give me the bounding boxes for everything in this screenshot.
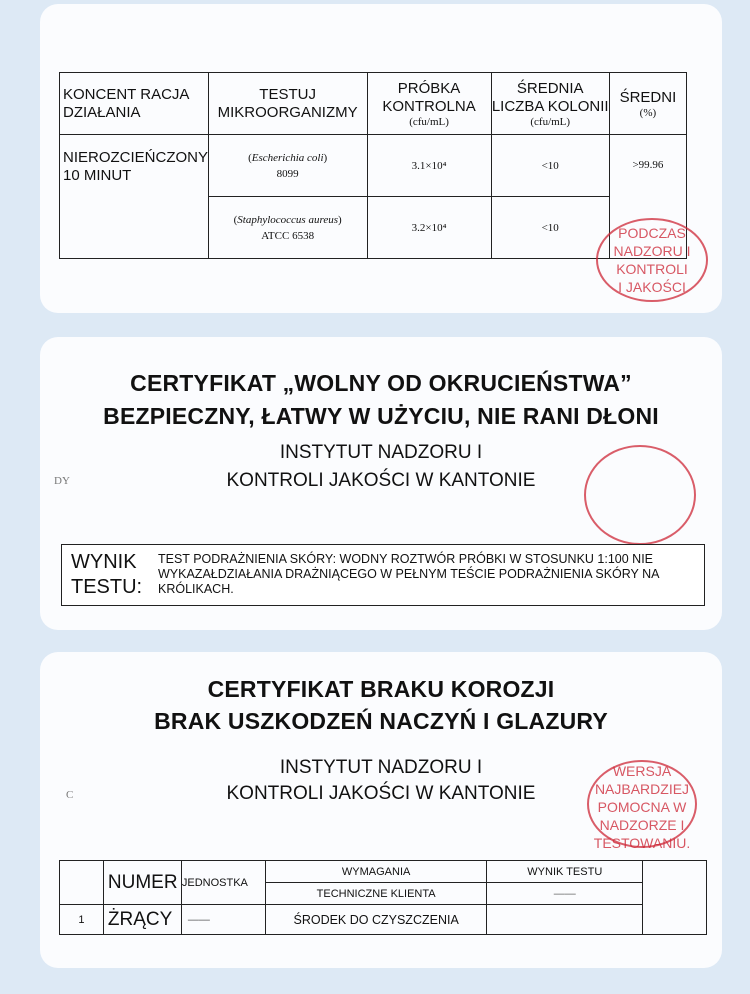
red-stamp: PODCZAS NADZORU I KONTROLI I JAKOŚCI: [596, 218, 708, 302]
header-requirements: WYMAGANIA: [265, 861, 487, 883]
red-stamp: WERSJA NAJBARDZIEJ POMOCNA W NADZORZE I TESTOWANIU.: [587, 760, 697, 848]
test-result-text: TEST PODRAŻNIENIA SKÓRY: WODNY ROZTWÓR PRÓBKI W STOSUNKU 1:100 NIE WYKAZAŁDZIAŁANIA DRAŻNIĄCEGO W PEŁNYM TEŚCIE PODRAŻNIENIA SKÓRY NA KRÓLIKACH.: [158, 552, 659, 596]
header-concentration: KONCENT RACJA DZIAŁANIA: [60, 73, 209, 135]
header-microorganisms: TESTUJ MIKROORGANIZMY: [208, 73, 367, 135]
header-average-percent: ŚREDNI (%): [609, 73, 686, 135]
header-number: NUMER: [103, 861, 181, 905]
strain: ATCC 6538: [261, 229, 315, 242]
institute-name-line2: KONTROLI JAKOŚCI W KANTONIE: [226, 783, 536, 804]
organism-cell: (Staphylococcus aureus) ATCC 6538: [208, 197, 367, 259]
cruelty-free-certificate-card: [40, 337, 722, 630]
non-corrosion-certificate-card: [40, 652, 722, 968]
institute-name: INSTYTUT NADZORU I: [279, 757, 483, 778]
average-value: <10: [491, 197, 609, 259]
institute-name: INSTYTUT NADZORU I: [279, 442, 483, 463]
row-index: 1: [60, 905, 104, 935]
row-unit: ——: [181, 905, 265, 935]
control-value: 3.2×10⁴: [367, 197, 491, 259]
corrosion-test-table: [59, 860, 707, 935]
certificate-subtitle: BEZPIECZNY, ŁATWY W UŻYCIU, NIE RANI DŁONI: [103, 403, 659, 429]
row-requirement: ŚRODEK DO CZYSZCZENIA: [265, 905, 487, 935]
organism-name: Staphylococcus aureus: [237, 213, 338, 226]
average-value: <10: [491, 135, 609, 197]
concentration-cell: NIEROZCIEŃCZONY 10 MINUT: [60, 135, 209, 259]
test-result-box: [61, 544, 705, 606]
institute-name-line2: KONTROLI JAKOŚCI W KANTONIE: [226, 470, 536, 491]
header-client: TECHNICZNE KLIENTA: [265, 883, 487, 905]
logo-mark: DY: [54, 475, 70, 487]
table-row: [60, 905, 707, 935]
logo-mark: C: [66, 789, 74, 801]
header-average-colonies: ŚREDNIA LICZBA KOLONII (cfu/mL): [491, 73, 609, 135]
percent-value: >99.96: [609, 135, 686, 259]
certificate-title: CERTYFIKAT „WOLNY OD OKRUCIEŃSTWA”: [130, 370, 632, 396]
table-row: [60, 135, 687, 197]
test-result-label: WYNIK TESTU:: [71, 551, 143, 598]
antibacterial-test-card: [40, 4, 722, 313]
organism-name: Escherichia coli: [251, 151, 324, 164]
organism-cell: (Escherichia coli) 8099: [208, 135, 367, 197]
header-result: WYNIK TESTU: [487, 861, 643, 883]
control-value: 3.1×10⁴: [367, 135, 491, 197]
red-stamp-circle: [584, 445, 696, 545]
row-name: ŻRĄCY: [103, 905, 181, 935]
antibacterial-test-table: [59, 72, 687, 259]
strain: 8099: [276, 167, 299, 180]
header-control-sample: PRÓBKA KONTROLNA (cfu/mL): [367, 73, 491, 135]
result-dash: ——: [487, 883, 643, 905]
header-unit: JEDNOSTKA: [181, 861, 265, 905]
certificate-subtitle: BRAK USZKODZEŃ NACZYŃ I GLAZURY: [154, 708, 608, 734]
certificate-title: CERTYFIKAT BRAKU KOROZJI: [207, 676, 555, 702]
